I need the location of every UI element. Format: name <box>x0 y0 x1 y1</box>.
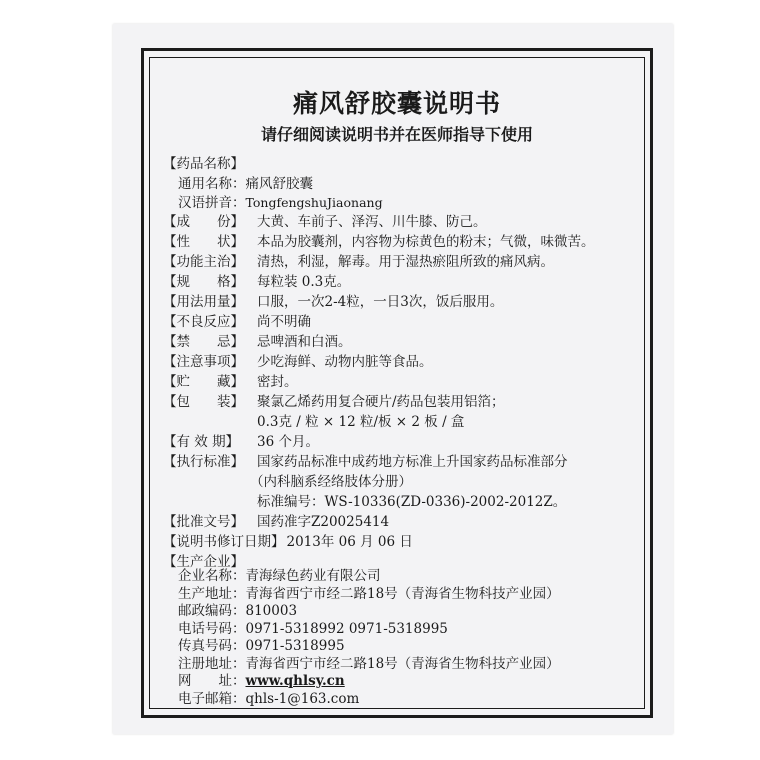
document-title: 痛风舒胶囊说明书 <box>292 89 501 118</box>
manufacturer-row-label: 邮政编码： <box>178 603 246 619</box>
document-subtitle: 请仔细阅读说明书并在医师指导下使用 <box>260 125 533 144</box>
manufacturer-row-value: 0971-5318995 <box>245 638 345 654</box>
manufacturer-row-value: 青海省西宁市经二路18号（青海省生物科技产业园） <box>245 585 560 602</box>
indications-row <box>163 252 554 272</box>
precautions-label: 【 注意事项 】 <box>163 352 255 372</box>
validity-row <box>163 432 319 452</box>
spec-value: 每粒装 0.3克。 <box>257 274 351 290</box>
indications-label: 【 功能主治 】 <box>163 252 255 272</box>
adverse-value: 尚不明确 <box>257 314 311 330</box>
manufacturer-row-label: 企业名称： <box>178 568 246 584</box>
package-value: 聚氯乙烯药用复合硬片/药品包装用铝箔； <box>257 394 505 410</box>
spec-row <box>163 272 350 292</box>
package-value-2: 0.3克 / 粒 × 12 粒/板 × 2 板 / 盒 <box>257 414 465 430</box>
package-row-2 <box>257 412 464 432</box>
storage-row <box>163 372 298 392</box>
website-link[interactable]: www.qhlsy.cn <box>245 673 345 689</box>
adverse-row <box>163 312 311 332</box>
manufacturer-row-label: 传真号码： <box>178 638 246 654</box>
drug-name-header <box>163 154 244 174</box>
revision-row <box>163 532 413 552</box>
ingredients-value: 大黄、车前子、泽泻、川牛膝、防己。 <box>257 214 487 230</box>
precautions-value: 少吃海鲜、动物内脏等食品。 <box>257 354 433 370</box>
drug-name-header-label: 【 药品名称 】 <box>163 154 244 174</box>
approval-value: 国药准字Z20025414 <box>257 514 390 530</box>
manufacturer-row-label: 注册地址： <box>178 655 246 672</box>
email-value: qhls-1@163.com <box>245 690 360 707</box>
pinyin-value: TongfengshuJiaonang <box>245 195 383 210</box>
contraindications-label: 【 禁 忌 】 <box>163 332 255 352</box>
adverse-label: 【 不良反应 】 <box>163 312 255 332</box>
dosage-value: 口服，一次2-4粒，一日3次，饭后服用。 <box>257 294 504 310</box>
dosage-row <box>163 292 503 312</box>
approval-row <box>163 512 389 532</box>
validity-label: 【 有 效 期 】 <box>163 432 255 452</box>
standard-value-2: （内科脑系经络肢体分册） <box>250 474 412 490</box>
standard-row-3 <box>257 492 566 512</box>
properties-value: 本品为胶囊剂，内容物为棕黄色的粉末；气微，味微苦。 <box>257 234 595 250</box>
manufacturer-row-value: 810003 <box>245 603 298 619</box>
ingredients-label: 【 成 份 】 <box>163 212 255 232</box>
spec-label: 【 规 格 】 <box>163 272 255 292</box>
precautions-row <box>163 352 433 372</box>
properties-label: 【 性 状 】 <box>163 232 255 252</box>
validity-value: 36 个月。 <box>257 434 319 450</box>
dosage-label: 【 用法用量 】 <box>163 292 255 312</box>
manufacturer-row-value: 0971-5318992 0971-5318995 <box>245 620 448 637</box>
manufacturer-row-label: 网 址： <box>178 673 246 689</box>
manufacturer-row-value: 青海省西宁市经二路18号（青海省生物科技产业园） <box>245 655 560 672</box>
revision-label: 【 说明书修订日期 】 <box>163 532 285 552</box>
pinyin-row <box>178 193 383 213</box>
storage-value: 密封。 <box>257 374 298 390</box>
manufacturer-header-label: 【 生产企业 】 <box>163 552 244 572</box>
standard-label: 【 执行标准 】 <box>163 452 255 472</box>
package-row <box>163 392 505 412</box>
common-name-row <box>178 174 313 194</box>
ingredients-row <box>163 212 487 232</box>
revision-value: 2013年 06 月 06 日 <box>286 534 413 550</box>
approval-label: 【 批准文号 】 <box>163 512 255 532</box>
manufacturer-row-label: 电话号码： <box>178 620 246 637</box>
manufacturer-row-label: 电子邮箱： <box>178 690 246 707</box>
indications-value: 清热，利湿，解毒。用于湿热瘀阻所致的痛风病。 <box>257 254 554 270</box>
contraindications-row <box>163 332 352 352</box>
common-name-value: 痛风舒胶囊 <box>245 176 313 192</box>
storage-label: 【 贮 藏 】 <box>163 372 255 392</box>
contraindications-value: 忌啤酒和白酒。 <box>257 334 352 350</box>
standard-row-2 <box>250 472 412 492</box>
standard-value: 国家药品标准中成药地方标准上升国家药品标准部分 <box>257 454 568 470</box>
manufacturer-row-value: 青海绿色药业有限公司 <box>245 568 381 584</box>
common-name-label: 通用名称： <box>178 176 246 192</box>
standard-value-3: 标准编号：WS-10336(ZD-0336)-2002-2012Z。 <box>257 494 567 510</box>
standard-row <box>163 452 568 472</box>
pinyin-label: 汉语拼音： <box>178 195 246 211</box>
manufacturer-row <box>178 689 359 709</box>
manufacturer-row-label: 生产地址： <box>178 585 246 602</box>
package-label: 【 包 装 】 <box>163 392 255 412</box>
properties-row <box>163 232 595 252</box>
